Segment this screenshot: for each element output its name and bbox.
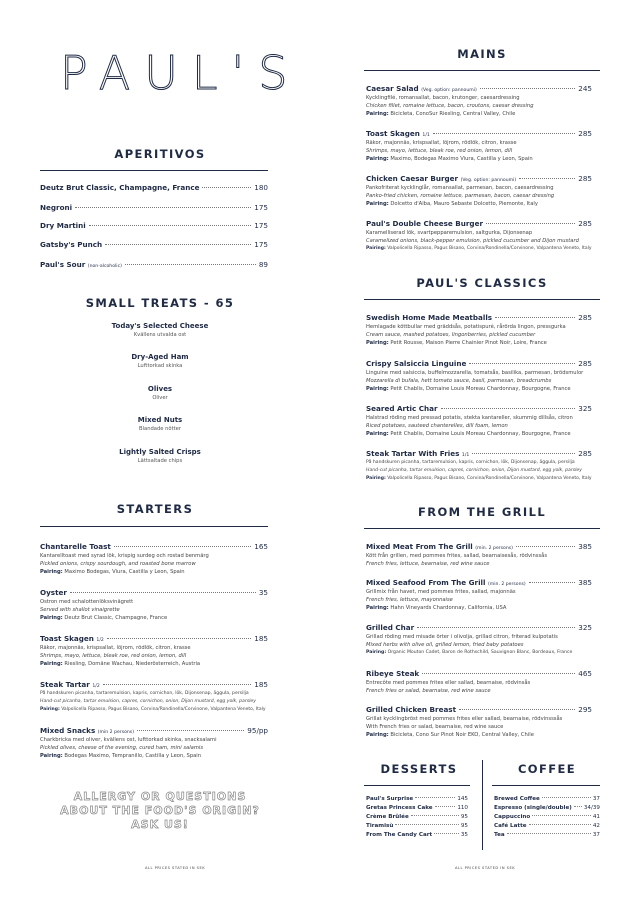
coffee-row: Brewed Coffee 37	[494, 796, 600, 802]
item-desc-en: Pickled olives, cheese of the evening, cured ham, mini salamis	[40, 745, 204, 751]
menu-row: Ribeye Steak 465	[366, 669, 592, 678]
item-desc-sv: Entrecôte med pommes frites eller sallad, bearnaise, rödvinsås	[366, 680, 531, 686]
item-name: Negroni	[40, 203, 73, 212]
dessert-row: From The Candy Cart 35	[366, 832, 468, 838]
item-desc-sv: Ostron med schalottenlöksvinägrett	[40, 599, 134, 605]
menu-row	[40, 240, 268, 249]
item-desc-en: Mixed herbs with olive oil, grilled lemon, fried baby potatoes	[366, 642, 524, 648]
coffee-row: Cappuccino 41	[494, 814, 600, 820]
item-price: 175	[254, 221, 268, 230]
menu-row	[40, 260, 268, 269]
menu-row: Mixed Snacks (min 2 persons) 95/pp	[40, 726, 268, 735]
item-pairing: Pairing: Bicicleta, ConoSur Riesling, Central Valley, Chile	[366, 111, 516, 117]
coffee-row: Espresso (single/double) 34/39	[494, 805, 600, 811]
item-desc-en: Chicken fillet, romaine lettuce, bacon, croutons, caesar dressing	[366, 103, 534, 109]
item-desc-en: Hand-cut picanha, tartar emulsion, capres, cornichon, onion, Dijon mustard, egg yolk, parsley	[366, 468, 582, 473]
item-desc-en: Panko-fried chicken, romaine lettuce, parmesan, bacon, caesar dressing	[366, 193, 555, 199]
item-desc-sv: Hemlagade köttbullar med gräddsås, potatispuré, rårörda lingon, pressgurka	[366, 324, 566, 330]
coffee-title: COFFEE	[517, 762, 577, 776]
classics-title: PAUL'S CLASSICS	[416, 276, 548, 290]
grill-title: FROM THE GRILL	[417, 505, 547, 519]
item-pairing: Pairing: Deutz Brut Classic, Champagne, France	[40, 615, 168, 621]
coffee-rule	[492, 785, 600, 786]
starters-title: STARTERS	[116, 502, 194, 516]
menu-row	[40, 203, 268, 212]
item-pairing: Pairing: Riesling, Domäne Wachau, Niederösterreich, Austria	[40, 661, 201, 667]
item-pairing: Pairing: Hahn Vineyards Chardonnay, California, USA	[366, 605, 507, 611]
item-desc-sv: Charkbricka med oliver, kvällens ost, lufttorkad skinka, snacksalami	[40, 737, 217, 743]
item-desc-en: Hand-cut picanha, tartar emulsion, capres, cornichon, onion, Dijon mustard, egg yolk, parsley	[40, 699, 256, 704]
aperitivos-rule	[40, 170, 268, 171]
item-pairing: Pairing: Valpolicella Ripasso, Pagus Bisano, Corvina/Rondinella/Corvinone, Valpantena Veneto, Italy	[366, 246, 592, 251]
dessert-row: Gretas Princess Cake 110	[366, 805, 468, 811]
dessert-row: Paul's Surprise 145	[366, 796, 468, 802]
item-desc-en: French fries, lettuce, mayonnaise	[366, 597, 453, 603]
item-name: Paul's Sour (non-alcoholic)	[40, 260, 122, 269]
grill-rule	[364, 528, 600, 529]
item-pairing: Pairing: Valpolicella Ripasso, Pagus Bisano, Corvina/Rondinella/Corvinone, Valpantena Veneto, Italy	[366, 476, 592, 481]
price-footnote: ALL PRICES STATED IN SEK	[455, 866, 516, 870]
item-desc-sv: Linguine med salsiccia, buffelmozzarella, tomatsås, basilika, parmesan, brödsmulor	[366, 370, 584, 376]
menu-row: Oyster 35	[40, 588, 268, 597]
item-desc-sv: På handskuren picanha, tartaremulsion, kapris, cornichon, lök, Dijonsenap, äggula, persilja	[40, 691, 249, 696]
item-pairing: Pairing: Petit Chablis, Domaine Louis Moreau Chardonnay, Bourgogne, France	[366, 431, 571, 437]
menu-row	[40, 221, 268, 230]
item-desc-en: Cream sauce, mashed potatoes, lingonberries, pickled cucumber	[366, 332, 536, 338]
coffee-row: Tea 37	[494, 832, 600, 838]
item-desc-en: French fries, lettuce, bearnaise, red wine sauce	[366, 561, 490, 567]
item-pairing: Pairing: Maximo, Bodegas Maximo Viura, Castilla y Leon, Spain	[366, 156, 533, 162]
item-name: Gatsby's Punch	[40, 240, 103, 249]
desserts-title: DESSERTS	[380, 762, 458, 776]
item-desc-sv: Pankofriterat kycklinglår, romansallat, parmesan, bacon, caesardressing	[366, 185, 554, 191]
treat-item: Today's Selected Cheese Kvällens utvalda ost	[111, 322, 209, 338]
menu-row: Toast Skagen 1/1 285	[366, 129, 592, 138]
item-price: 175	[254, 203, 268, 212]
coffee-row: Café Latte 42	[494, 823, 600, 829]
allergy-notice: ALLERGY OR QUESTIONS ABOUT THE FOOD'S ORIGIN? ASK US!	[60, 790, 260, 831]
menu-row: Paul's Double Cheese Burger 285	[366, 219, 592, 228]
item-price: 89	[258, 260, 268, 269]
item-desc-en: Shrimps, mayo, lettuce, bleak roe, red onion, lemon, dill	[366, 148, 513, 154]
item-desc-en: With French fries or salad, bearnaise, red wine sauce	[366, 724, 504, 730]
menu-row: Grilled Chicken Breast 295	[366, 705, 592, 714]
logo: PAUL'S	[60, 46, 302, 100]
item-desc-en: Shrimps, mayo, lettuce, bleak roe, red onion, lemon, dill	[40, 653, 187, 659]
desserts-rule	[364, 785, 470, 786]
mains-title: MAINS	[457, 47, 507, 61]
item-desc-en: Caramelized onions, black-pepper emulsion, pickled cucumber and Dijon mustard	[366, 238, 579, 244]
item-price: 180	[254, 183, 268, 192]
item-pairing: Pairing: Organic Mouton Cadet, Baron de Rothschild, Sauvignon Blanc, Bordeaux, France	[366, 650, 573, 655]
small-treats-title: SMALL TREATS - 65	[85, 296, 235, 310]
item-pairing: Pairing: Valpolicella Ripasso, Pagus Bisano, Corvina/Rondinella/Corvinone, Valpantena Veneto, Italy	[40, 707, 266, 712]
item-desc-sv: Karamelliserad lök, svartpepparemulsion, saltgurka, Dijonsenap	[366, 230, 533, 236]
treat-item: Mixed Nuts Blandade nötter	[137, 416, 183, 432]
item-desc-sv: Grillad röding med misade örter i olivolja, grillad citron, friterad kulpotatis	[366, 634, 558, 640]
item-desc-en: Served with shallot vinaigrette	[40, 607, 120, 613]
desserts-coffee-divider	[482, 760, 483, 850]
price-footnote: ALL PRICES STATED IN SEK	[145, 866, 206, 870]
item-pairing: Pairing: Dolcetto d'Alba, Mauro Sebaste Dolcetto, Piemonte, Italy	[366, 201, 538, 207]
item-pairing: Pairing: Petit Rousse, Maison Pierre Chainier Pinot Noir, Loire, France	[366, 340, 547, 346]
item-price: 175	[254, 240, 268, 249]
item-pairing: Pairing: Petit Chablis, Domaine Louis Moreau Chardonnay, Bourgogne, France	[366, 386, 571, 392]
item-desc-sv: Räkor, majonnäs, krispsallat, löjrom, rödlök, citron, krasse	[40, 645, 191, 651]
item-desc-en: Riced potatoes, sauteed chanterelles, dill foam, lemon	[366, 423, 508, 429]
item-desc-en: French fries or salad, bearnaise, red wine sauce	[366, 688, 491, 694]
item-name: Dry Martini	[40, 221, 86, 230]
menu-row: Steak Tartar With Fries 1/1 285	[366, 449, 592, 458]
aperitivos-title: APERITIVOS	[114, 147, 206, 161]
mains-rule	[364, 70, 600, 71]
item-desc-sv: Kantarelltoast med syrad lök, krispig surdeg och rostad benmärg	[40, 553, 209, 559]
item-pairing: Pairing: Bicicleta, Cono Sur Pinot Noir EKO, Central Valley, Chile	[366, 732, 534, 738]
item-pairing: Pairing: Bodegas Maximo, Tempranillo, Castilla y Leon, Spain	[40, 753, 202, 759]
menu-row: Mixed Seafood From The Grill (min. 2 persons) 385	[366, 578, 592, 587]
item-name: Deutz Brut Classic, Champagne, France	[40, 183, 200, 192]
menu-row: Swedish Home Made Meatballs 285	[366, 313, 592, 322]
classics-rule	[364, 299, 600, 300]
menu-row: Seared Artic Char 325	[366, 404, 592, 413]
item-pairing: Pairing: Maximo Bodegas, Viura, Castilla y Leon, Spain	[40, 569, 185, 575]
dessert-row: Tiramisù 95	[366, 823, 468, 829]
menu-row: Toast Skagen 1/2 185	[40, 634, 268, 643]
menu-row: Grilled Char 325	[366, 623, 592, 632]
item-desc-sv: Halstrad röding med pressad potatis, stekta kantareller, skummig dillsås, citron	[366, 415, 573, 421]
item-desc-sv: Kycklingfilé, romansallat, bacon, krutonger, caesardressing	[366, 95, 520, 101]
item-desc-en: Mozzarella di bufala, hett tomato sauce, basil, parmesan, breadcrumbs	[366, 378, 552, 384]
menu-row: Chicken Caesar Burger (Veg. option: pannoumi) 285	[366, 174, 592, 183]
menu-row: Steak Tartar 1/2 185	[40, 680, 268, 689]
starters-rule	[40, 526, 268, 527]
treat-item: Dry-Aged Ham Lufttorkad skinka	[131, 353, 189, 369]
item-desc-sv: Grillat kycklingbröst med pommes frites eller sallad, bearnaise, rödvinsssås	[366, 716, 563, 722]
item-desc-en: Pickled onions, crispy sourdough, and roasted bone marrow	[40, 561, 196, 567]
menu-row: Mixed Meat From The Grill (min. 2 persons) 385	[366, 542, 592, 551]
menu-row: Crispy Salsiccia Linguine 285	[366, 359, 592, 368]
item-desc-sv: På handskuren picanha, tartaremulsion, kapris, cornichon, lök, Dijonsenap, äggula, persilja	[366, 460, 575, 465]
menu-row: Chantarelle Toast 165	[40, 542, 268, 551]
menu-row	[40, 183, 268, 192]
item-desc-sv: Kött från grillen, med pommes frites, sallad, bearnaisesås, rödvinssås	[366, 553, 548, 559]
item-desc-sv: Grillmix från havet, med pommes frites, sallad, majonnäs	[366, 589, 516, 595]
treat-item: Olives Oliver	[147, 385, 173, 401]
menu-row: Caesar Salad (Veg. option: pannoumi) 245	[366, 84, 592, 93]
item-desc-sv: Räkor, majonnäs, krispsallat, löjrom, rödlök, citron, krasse	[366, 140, 517, 146]
dessert-row: Crème Brûlée 95	[366, 814, 468, 820]
treat-item: Lightly Salted Crisps Lättsaltade chips	[119, 448, 201, 464]
